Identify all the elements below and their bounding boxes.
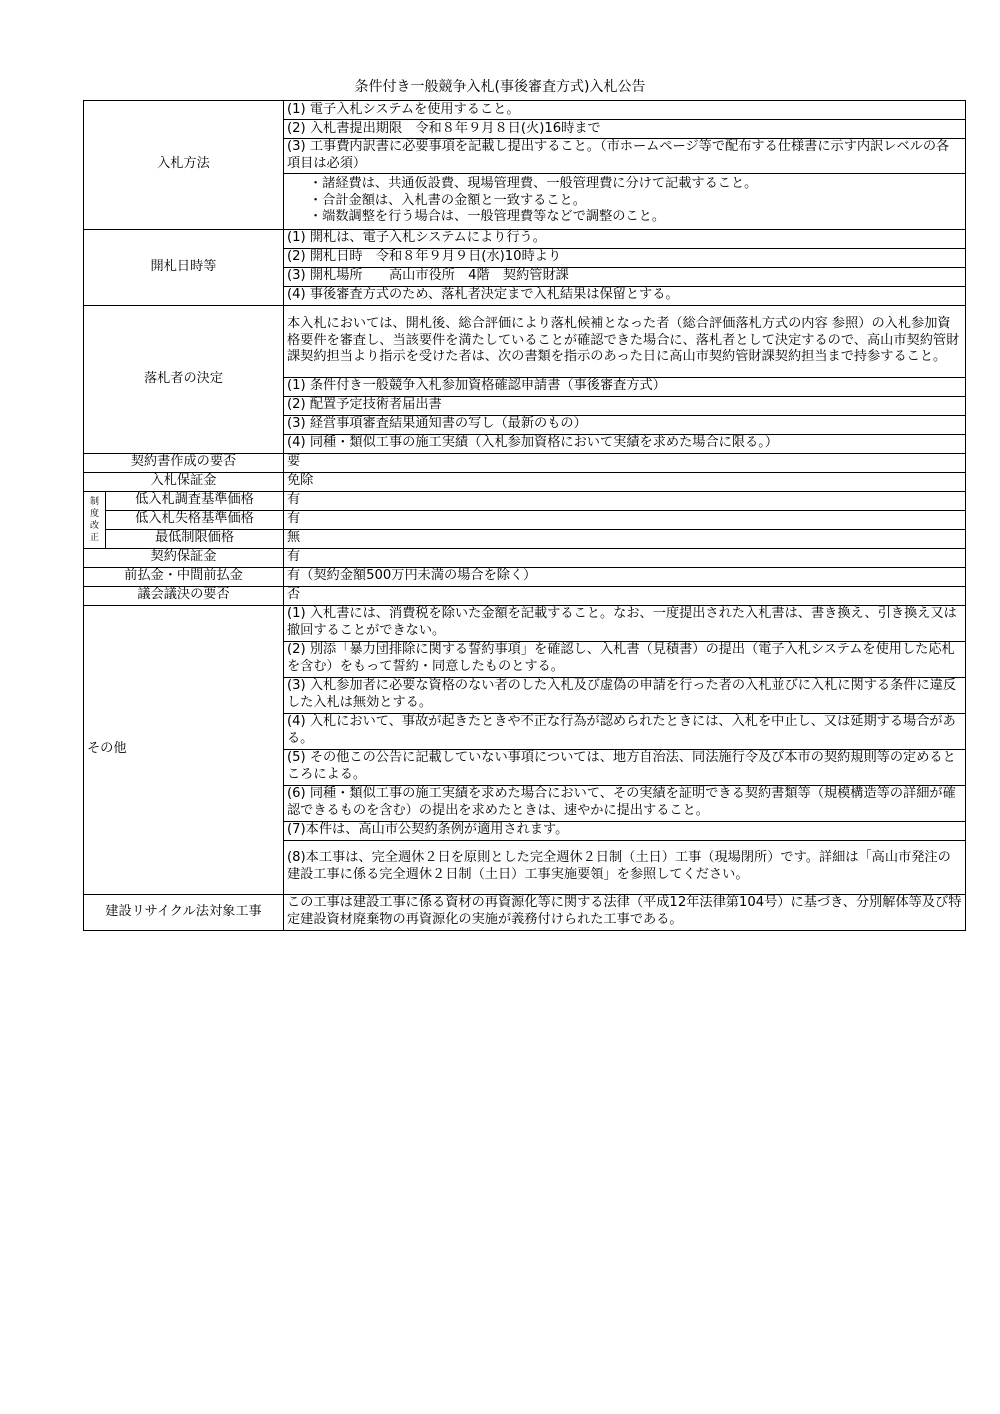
other-item: (3) 入札参加者に必要な資格のない者のした入札及び虚偽の申請を行った者の入札並びに入札に関する条件に違反した入札は無効とする。 — [284, 677, 966, 713]
bid-bond-value: 免除 — [284, 472, 966, 491]
winner-item: (1) 条件付き一般競争入札参加資格確認申請書（事後審査方式） — [284, 377, 966, 396]
opening-item: (1) 開札は、電子入札システムにより行う。 — [284, 229, 966, 248]
bidding-method-subitems — [284, 173, 966, 229]
other-item: (4) 入札において、事故が起きたときや不正な行為が認められたときには、入札を中止し、又は延期する場合がある。 — [284, 713, 966, 749]
other-label: その他 — [84, 605, 284, 894]
low-bid-survey-value: 有 — [284, 491, 966, 510]
contract-doc-label: 契約書作成の要否 — [84, 453, 284, 472]
opening-label: 開札日時等 — [84, 229, 284, 305]
bidding-method-item: (3) 工事費内訳書に必要事項を記載し提出すること。（市ホームページ等で配布する仕様書に示す内訳レベルの各項目は必須） — [284, 139, 966, 174]
recycle-value: この工事は建設工事に係る資材の再資源化等に関する法律（平成12年法律第104号）に基づき、分別解体等及び特定建設資材廃棄物の再資源化の実施が義務付けられた工事である。 — [284, 894, 966, 930]
minimum-price-value: 無 — [284, 529, 966, 548]
opening-item: (3) 開札場所 高山市役所 4階 契約管財課 — [284, 267, 966, 286]
winner-label: 落札者の決定 — [84, 305, 284, 453]
contract-bond-value: 有 — [284, 548, 966, 567]
low-bid-disqualify-value: 有 — [284, 510, 966, 529]
advance-value: 有（契約金額500万円未満の場合を除く） — [284, 567, 966, 586]
bid-bond-label: 入札保証金 — [84, 472, 284, 491]
subitem: ・端数調整を行う場合は、一般管理費等などで調整のこと。 — [309, 209, 666, 225]
recycle-label: 建設リサイクル法対象工事 — [84, 894, 284, 930]
council-value: 否 — [284, 586, 966, 605]
subitem: ・合計金額は、入札書の金額と一致すること。 — [309, 192, 586, 208]
council-label: 議会議決の要否 — [84, 586, 284, 605]
subitem: ・諸経費は、共通仮設費、現場管理費、一般管理費に分けて記載すること。 — [309, 175, 758, 191]
other-item: (1) 入札書には、消費税を除いた金額を記載すること。なお、一度提出された入札書は、書き換え、引き換え又は撤回することができない。 — [284, 605, 966, 641]
contract-bond-label: 契約保証金 — [84, 548, 284, 567]
bidding-method-label: 入札方法 — [84, 101, 284, 230]
low-bid-survey-label: 低入札調査基準価格 — [106, 491, 284, 510]
bidding-method-item: (1) 電子入札システムを使用すること。 — [284, 101, 966, 120]
system-reform-label: 制 度 改 正 — [84, 491, 106, 548]
opening-item: (2) 開札日時 令和８年９月９日(水)10時より — [284, 248, 966, 267]
other-item: (6) 同種・類似工事の施工実績を求めた場合において、その実績を証明できる契約書類等（規模構造等の詳細が確認できるものを含む）の提出を求めたときは、速やかに提出すること。 — [284, 785, 966, 821]
other-item: (5) その他この公告に記載していない事項については、地方自治法、同法施行令及び本市の契約規則等の定めるところによる。 — [284, 749, 966, 785]
winner-item: (4) 同種・類似工事の施工実績（入札参加資格において実績を求めた場合に限る。） — [284, 434, 966, 453]
notice-table — [83, 100, 966, 931]
minimum-price-label: 最低制限価格 — [106, 529, 284, 548]
opening-item: (4) 事後審査方式のため、落札者決定まで入札結果は保留とする。 — [284, 286, 966, 305]
low-bid-disqualify-label: 低入札失格基準価格 — [106, 510, 284, 529]
page-title: 条件付き一般競争入札(事後審査方式)入札公告 — [354, 79, 646, 95]
winner-item: (3) 経営事項審査結果通知書の写し（最新のもの） — [284, 415, 966, 434]
advance-label: 前払金・中間前払金 — [84, 567, 284, 586]
winner-intro: 本入札においては、開札後、総合評価により落札候補となった者（総合評価落札方式の内容 参照）の入札参加資格要件を審査し、当該要件を満たしていることが確認できた場合に、落札者として決定するので、高山市契約管財課契約担当より指示を受けた者は、次の書類を指示のあった日に高山市契約管財課契約担当まで持参すること。 — [284, 305, 966, 377]
other-item: (8)本工事は、完全週休２日を原則とした完全週休２日制（土日）工事（現場閉所）です。詳細は「高山市発注の建設工事に係る完全週休２日制（土日）工事実施要領」を参照してください。 — [284, 840, 966, 894]
winner-item: (2) 配置予定技術者届出書 — [284, 396, 966, 415]
other-item: (7)本件は、高山市公契約条例が適用されます。 — [284, 821, 966, 840]
other-item: (2) 別添「暴力団排除に関する誓約事項」を確認し、入札書（見積書）の提出（電子入札システムを使用した応札を含む）をもって誓約・同意したものとする。 — [284, 641, 966, 677]
contract-doc-value: 要 — [284, 453, 966, 472]
bidding-method-item: (2) 入札書提出期限 令和８年９月８日(火)16時まで — [284, 120, 966, 139]
